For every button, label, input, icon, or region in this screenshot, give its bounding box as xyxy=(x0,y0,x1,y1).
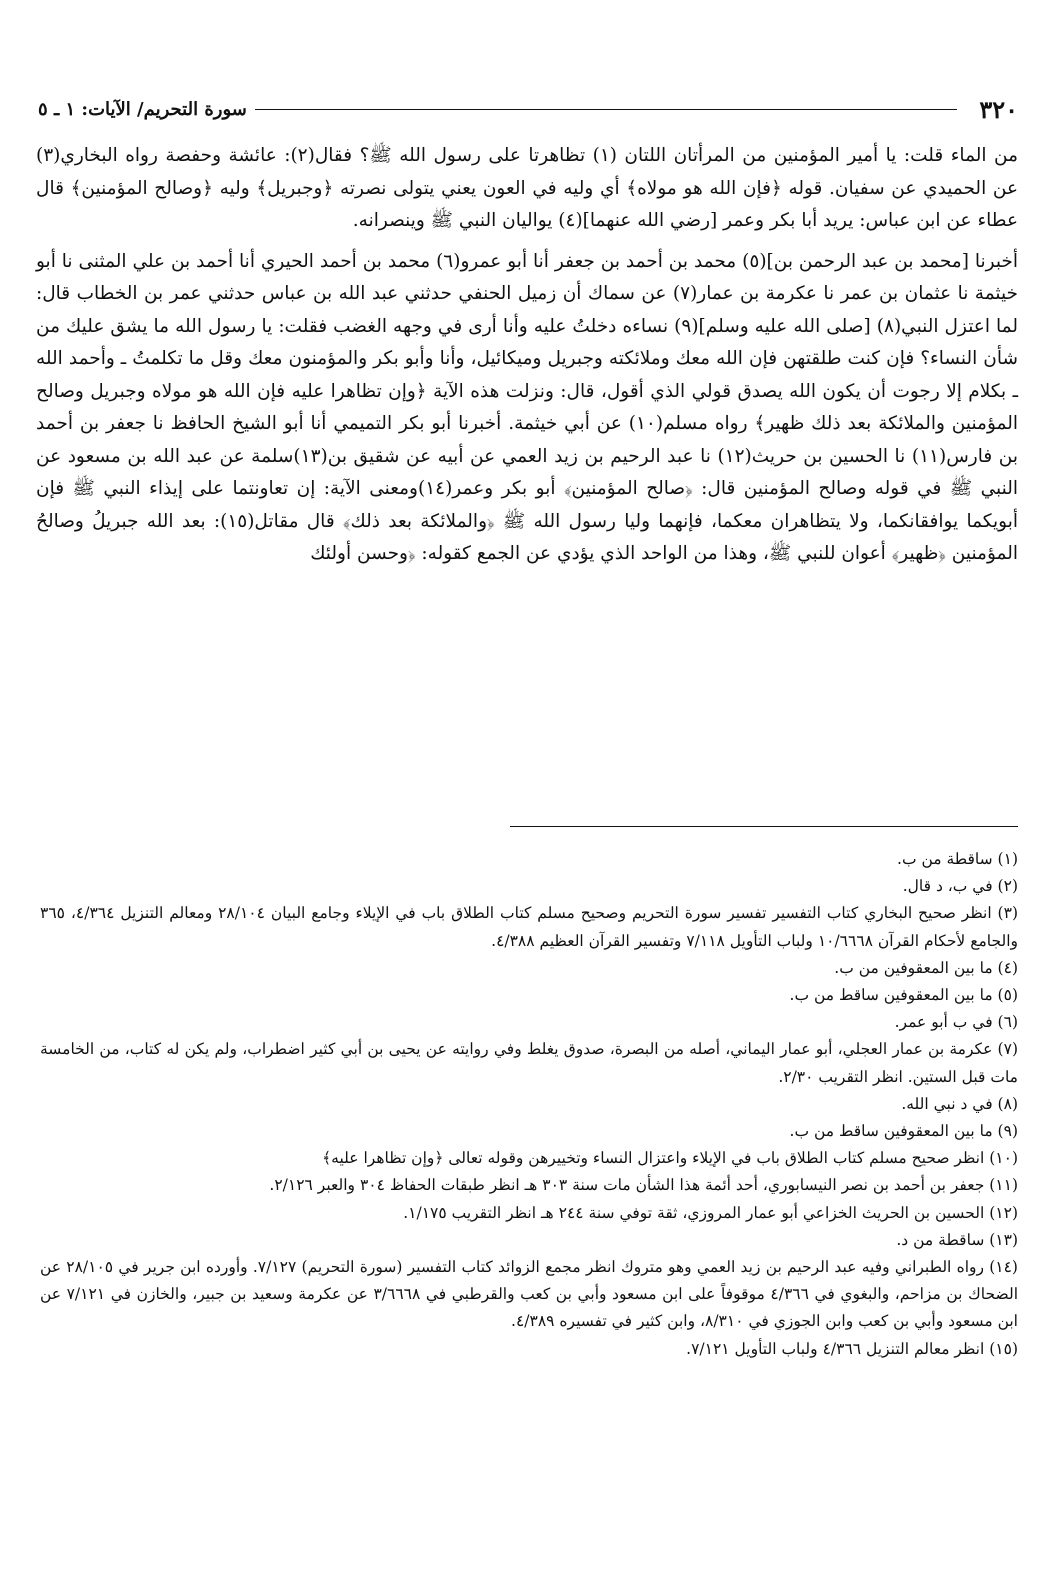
footnote-2: (٢) في ب، د قال. xyxy=(902,877,1018,896)
paragraph-1: من الماء قلت: يا أمير المؤمنين من المرأتان اللتان (١) تظاهرتا على رسول الله ﷺ؟ فقال(٢): عائشة وحفصة رواه البخاري(٣) عن الحميدي عن سفيان. قوله ﴿فإن الله هو مولاه﴾ أي وليه في العون يعني يتولى نصرته ﴿وجبريل﴾ وليه ﴿وصالح المؤمنين﴾ قال عطاء عن ابن عباس: يريد أبا بكر وعمر [رضي الله عنهما](٤) يواليان النبي ﷺ وينصرانه. xyxy=(36,145,1018,231)
footnote-11: (١١) جعفر بن أحمد بن نصر النيسابوري، أحد أئمة هذا الشأن مات سنة ٣٠٣ هـ انظر طبقات الحفاظ ٣٠٤ والعبر ٢/١٢٦. xyxy=(269,1176,1018,1195)
main-text xyxy=(36,140,1018,571)
paragraph-2: أخبرنا [محمد بن عبد الرحمن بن](٥) محمد بن أحمد بن جعفر أنا أبو عمرو(٦) محمد بن أحمد الحيري أنا أحمد بن علي المثنى نا أبو خيثمة نا عثمان بن عمر نا عكرمة بن عمار(٧) عن سماك أن زميل الحنفي حدثني عبد الله بن عباس حدثني عمر بن الخطاب قال: لما اعتزل النبي(٨) [صلى الله عليه وسلم](٩) نساءه دخلتُ عليه وأنا أرى في وجهه الغضب فقلت: يا رسول الله ما يشق عليك من شأن النساء؟ فإن كنت طلقتهن فإن الله معك وملائكته وجبريل وميكائيل، وأنا وأبو بكر والمؤمنون معك وقل ما تكلمتُ ـ وأحمد الله ـ بكلام إلا رجوت أن يكون الله يصدق قولي الذي أقول، قال: ونزلت هذه الآية ﴿وإن تظاهرا عليه فإن الله هو مولاه وجبريل وصالح المؤمنين والملائكة بعد ذلك ظهير﴾ رواه مسلم(١٠) عن أبي خيثمة. أخبرنا أبو بكر التميمي أنا أبو الشيخ الحافظ نا جعفر بن أحمد بن فارس(١١) نا الحسين بن حريث(١٢) نا عبد الرحيم بن زيد العمي عن أبيه عن شقيق بن(١٣)سلمة عن عبد الله بن مسعود عن النبي ﷺ في قوله وصالح المؤمنين قال: ﴿صالح المؤمنين﴾ أبو بكر وعمر(١٤)ومعنى الآية: إن تعاونتما على إيذاء النبي ﷺ فإن أبويكما يوافقانكما، ولا يتظاهران معكما، فإنهما وليا رسول الله ﷺ ﴿والملائكة بعد ذلك﴾ قال مقاتل(١٥): بعد الله جبريلُ وصالحُ المؤمنين ﴿ظهير﴾ أعوان للنبي ﷺ، وهذا من الواحد الذي يؤدي عن الجمع كقوله: ﴿وحسن أولئك xyxy=(36,250,1019,564)
footnote-12: (١٢) الحسين بن الحريث الخزاعي أبو عمار المروزي، ثقة توفي سنة ٢٤٤ هـ انظر التقريب ١/١٧٥. xyxy=(403,1203,1018,1222)
footnote-10: (١٠) انظر صحيح مسلم كتاب الطلاق باب في الإيلاء واعتزال النساء وتخييرهن وقوله تعالى ﴿وإن تظاهرا عليه﴾ xyxy=(322,1149,1018,1168)
page-number: ٣٢٠ xyxy=(979,94,1018,124)
footnote-3: (٣) انظر صحيح البخاري كتاب التفسير تفسير سورة التحريم وصحيح مسلم كتاب الطلاق باب في الإيلاء وجامع البيان ٢٨/١٠٤ ومعالم التنزيل ٤/٣٦٤، ٣٦٥ والجامع لأحكام القرآن ١٠/٦٦٦٨ ولباب التأويل ٧/١١٨ وتفسير القرآن العظيم ٤/٣٨٨. xyxy=(40,904,1018,950)
footnote-9: (٩) ما بين المعقوفين ساقط من ب. xyxy=(789,1122,1018,1141)
footnote-14: (١٤) رواه الطبراني وفيه عبد الرحيم بن زيد العمي وهو متروك انظر مجمع الزوائد كتاب التفسير (سورة التحريم) ٧/١٢٧. وأورده ابن جرير في ٢٨/١٠٥ عن الضحاك بن مزاحم، والبغوي في ٤/٣٦٦ موقوفاً على ابن مسعود وأبي بن كعب والقرطبي في ٣/٦٦٦٨ عن عكرمة وسعيد بن جبير، والخازن في ٧/١٢١ عن ابن مسعود وأبي بن كعب وابن الجوزي في ٨/٣١٠، وابن كثير في تفسيره ٤/٣٨٩. xyxy=(40,1258,1019,1331)
header-rule xyxy=(255,109,957,110)
running-header xyxy=(38,92,1018,126)
footnote-6: (٦) في ب أبو عمر. xyxy=(894,1013,1018,1032)
footnote-15: (١٥) انظر معالم التنزيل ٤/٣٦٦ ولباب التأويل ٧/١٢١. xyxy=(686,1339,1018,1358)
footnotes xyxy=(40,846,1018,1363)
running-title: سورة التحريم/ الآيات: ١ ـ ٥ xyxy=(38,98,247,120)
footnote-13: (١٣) ساقطة من د. xyxy=(896,1230,1018,1249)
footnote-8: (٨) في د نبي الله. xyxy=(901,1094,1018,1113)
footnote-7: (٧) عكرمة بن عمار العجلي، أبو عمار اليماني، أصله من البصرة، صدوق يغلط وفي روايته عن يحيى بن أبي كثير اضطراب، ولم يكن له كتاب، من الخامسة مات قبل الستين. انظر التقريب ٢/٣٠. xyxy=(40,1040,1018,1086)
footnote-1: (١) ساقطة من ب. xyxy=(897,850,1018,868)
footnote-4: (٤) ما بين المعقوفين من ب. xyxy=(834,958,1018,977)
footnote-5: (٥) ما بين المعقوفين ساقط من ب. xyxy=(789,986,1018,1005)
footnote-separator xyxy=(510,826,1018,827)
